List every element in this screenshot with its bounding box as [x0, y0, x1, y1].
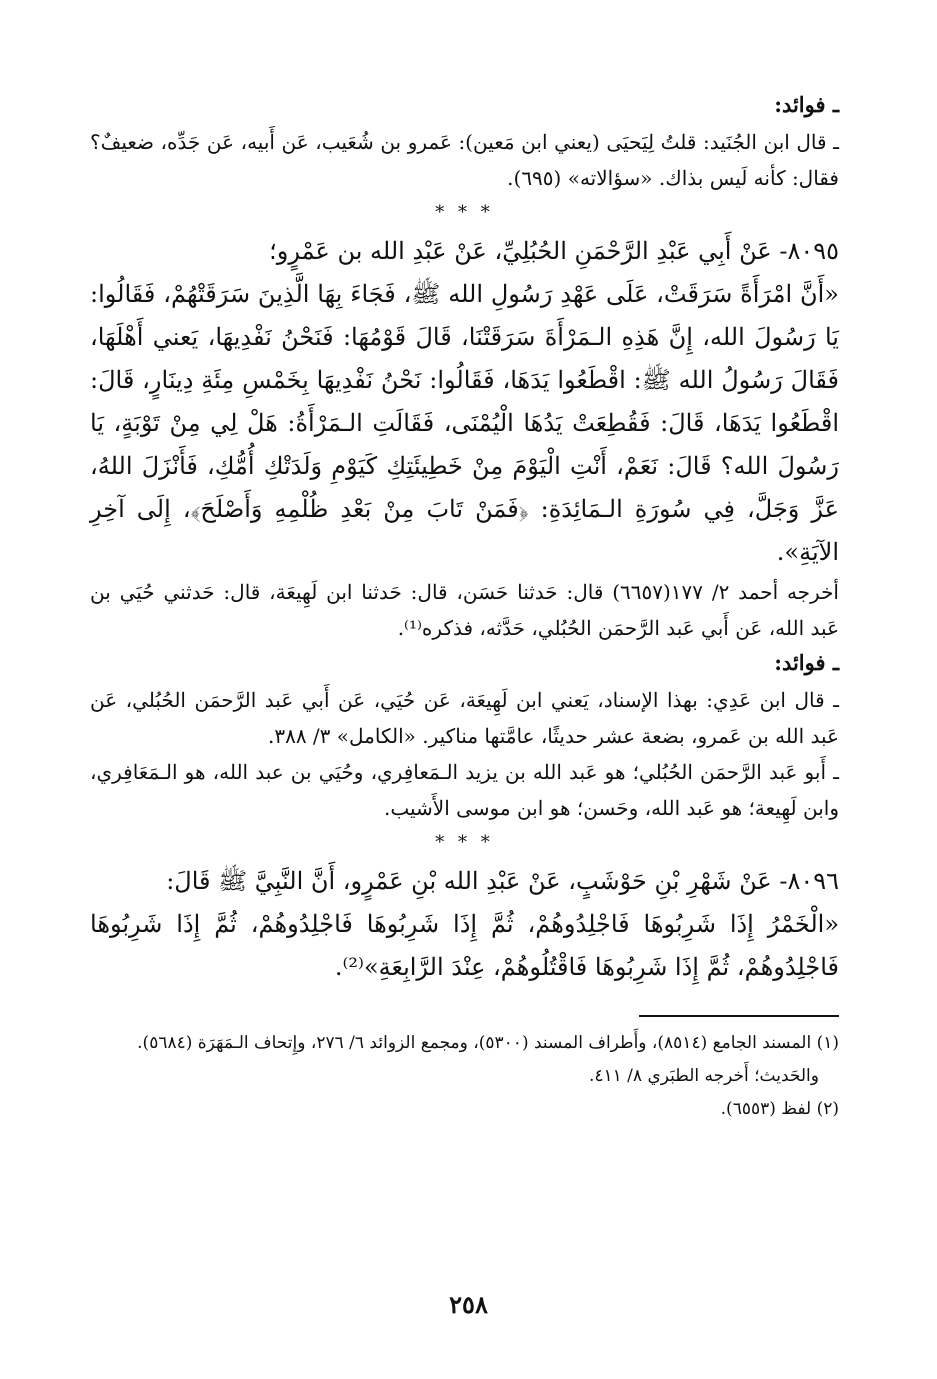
benefit-paragraph-narrators: ـ أَبو عَبد الرَّحمَن الحُبُلي؛ هو عَبد الله بن يزيد الـمَعافِري، وحُيَي بن عبد الله، هو الـمَعَافِري، وابن لَهِيعة؛ هو عَبد الله، وحَسن؛ هو ابن موسى الأَشيب.	[90, 760, 839, 820]
hadith-8095-chain: ٨٠٩٥- عَنْ أَبِي عَبْدِ الرَّحْمَنِ الحُبُلِيِّ، عَنْ عَبْدِ الله بن عَمْرٍو؛	[269, 237, 839, 265]
page-number: ٢٥٨	[449, 1290, 488, 1319]
footnote-1: (١) المسند الجامع (٨٥١٤)، وأَطراف المسند (٥٣٠٠)، ومجمع الزوائد ٦/ ٢٧٦، وإِتحاف الـمَهَرَة (٥٦٨٤).	[137, 1033, 839, 1053]
page-body	[90, 88, 839, 1126]
hadith-8096-text: «الْخَمْرُ إِذَا شَرِبُوهَا فَاجْلِدُوهُمْ، ثُمَّ إِذَا شَرِبُوهَا فَاجْلِدُوهُمْ، ثُمَّ إِذَا شَرِبُوهَا فَاجْلِدُوهُمْ، ثُمَّ إِذَا شَرِبُوهَا فَاقْتُلُوهُمْ، عِنْدَ الرَّابِعَةِ»⁽²⁾.	[90, 910, 839, 981]
hadith-8095-text: «أَنَّ امْرَأَةً سَرَقَتْ، عَلَى عَهْدِ رَسُولِ الله ﷺ، فَجَاءَ بِهَا الَّذِينَ سَرَقَتْهُمْ، فَقَالُوا: يَا رَسُولَ الله، إِنَّ هَذِهِ الـمَرْأَةَ سَرَقَتْنَا، قَالَ قَوْمُهَا: فَنَحْنُ نَفْدِيهَا، يَعني أَهْلَهَا، فَقَالَ رَسُولُ الله ﷺ: اقْطَعُوا يَدَهَا، فَقَالُوا: نَحْنُ نَفْدِيهَا بِخَمْسِ مِئَةِ دِينَارٍ، قَالَ: اقْطَعُوا يَدَهَا، قَالَ: فَقُطِعَتْ يَدُهَا الْيُمْنَى، فَقَالَتِ الـمَرْأَةُ: هَلْ لِي مِنْ تَوْبَةٍ، يَا رَسُولَ الله؟ قَالَ: نَعَمْ، أَنْتِ الْيَوْمَ مِنْ خَطِيئَتِكِ كَيَوْمِ وَلَدَتْكِ أُمُّكِ، فَأَنْزَلَ اللهُ، عَزَّ وَجَلَّ، فِي سُورَةِ الـمَائِدَةِ: ﴿فَمَنْ تَابَ مِنْ بَعْدِ ظُلْمِهِ وَأَصْلَحَ﴾، إِلَى آخِرِ الآيَةِ».	[90, 280, 839, 566]
section-separator-2: * * *	[435, 832, 494, 853]
section-heading-fawaid: ـ فوائد:	[774, 92, 839, 117]
benefit-paragraph-ibn-adi: ـ قال ابن عَدِي: بهذا الإسناد، يَعني ابن لَهِيعَة، عَن حُيَي، عَن أَبي عَبد الرَّحمَن الحُبُلي، عَن عَبد الله بن عَمرو، بضعة عشر حديثًا، عامَّتها مناكير. «الكامل» ٣/ ٣٨٨.	[90, 688, 839, 748]
footnote-2: (٢) لفظ (٦٥٥٣).	[720, 1099, 839, 1119]
hadith-8095-takhrij: أخرجه أحمد ٢/ ١٧٧(٦٦٥٧) قال: حَدثنا حَسَن، قال: حَدثنا ابن لَهِيعَة، قال: حَدثني حُيَي بن عَبد الله، عَن أَبي عَبد الرَّحمَن الحُبُلي، حَدَّثه، فذكره⁽¹⁾.	[90, 580, 839, 640]
footnote-1-continuation: والحَديث؛ أَخرجه الطبَري ٨/ ٤١١.	[588, 1066, 819, 1086]
section-heading-fawaid-2: ـ فوائد:	[774, 650, 839, 675]
section-separator: * * *	[435, 202, 494, 223]
footnote-divider	[639, 1015, 839, 1017]
benefit-paragraph: ـ قال ابن الجُنَيد: قلتُ لِيَحيَى (يعني ابن مَعين): عَمرو بن شُعَيب، عَن أَبيه، عَن جَدِّه، ضعيفٌ؟ فقال: كأنه لَيس بذاك. «سؤالاته» (٦٩٥).	[90, 130, 839, 190]
hadith-8096-chain: ٨٠٩٦- عَنْ شَهْرِ بْنِ حَوْشَبٍ، عَنْ عَبْدِ الله بْنِ عَمْرٍو، أَنَّ النَّبِيَّ ﷺ قَالَ:	[166, 867, 839, 895]
